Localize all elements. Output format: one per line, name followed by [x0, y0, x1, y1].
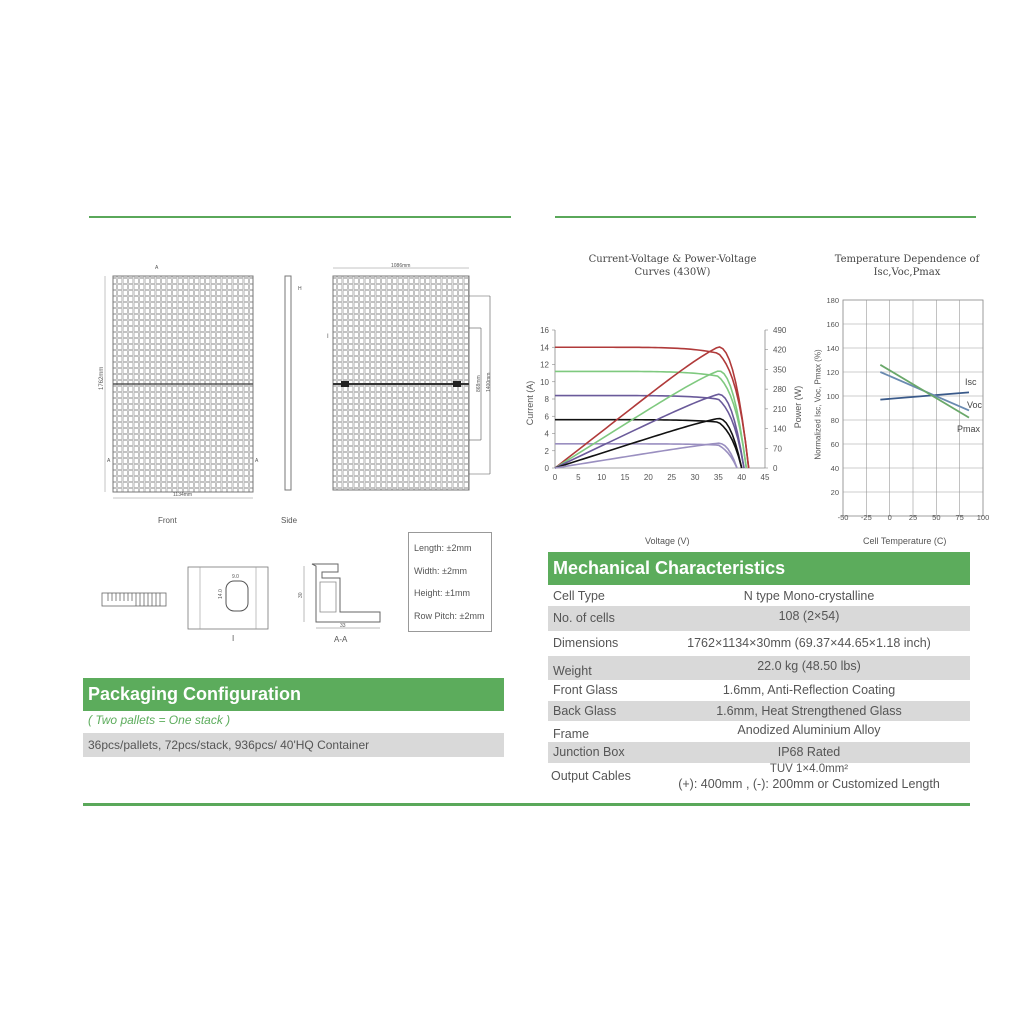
iv-x-tick-label: 40	[737, 473, 747, 482]
iv-x-tick-label: 45	[760, 473, 770, 482]
iv-chart-ylabel-left: Current (A)	[525, 380, 535, 426]
mech-row-dimensions	[548, 631, 970, 656]
mech-key: Frame	[553, 727, 590, 741]
marker-a-left: A	[107, 458, 111, 464]
iv-x-tick-label: 35	[713, 473, 723, 482]
module-drawings	[95, 260, 515, 540]
section-label-i: I	[232, 634, 235, 643]
mech-row-junction-box	[548, 742, 970, 763]
frame-dim-w: 33	[340, 623, 346, 629]
marker-a-top: A	[155, 265, 159, 271]
iv-y-tick-label: 8	[544, 395, 549, 404]
iv-x-tick-label: 20	[643, 473, 653, 482]
tolerance-width: Width: ±2mm	[414, 566, 467, 576]
mech-value: 22.0 kg (48.50 lbs)	[757, 659, 861, 673]
mech-key: Back Glass	[553, 704, 617, 718]
temp-x-tick-label: -50	[837, 513, 849, 522]
temp-y-tick-label: 60	[830, 440, 839, 449]
temp-x-tick-label: 25	[908, 513, 918, 522]
iv-y2-tick-label: 0	[773, 464, 778, 473]
front-width-dim: 1134mm	[173, 492, 193, 498]
section-marker-i-top: I	[327, 334, 329, 340]
iv-x-tick-label: 5	[576, 473, 581, 482]
marker-h: H	[298, 286, 302, 292]
temp-y-tick-label: 100	[826, 392, 839, 401]
bottom-rule	[83, 803, 970, 806]
mech-value-2: (+): 400mm , (-): 200mm or Customized Length	[678, 777, 940, 791]
mech-value: N type Mono-crystalline	[743, 589, 875, 603]
back-top-dim: 1086mm	[391, 263, 411, 269]
iv-y2-tick-label: 350	[773, 365, 787, 375]
temp-chart-ylabel: Normalized Isc, Voc, Pmax (%)	[813, 349, 823, 460]
mech-value: 1762×1134×30mm (69.37×44.65×1.18 inch)	[687, 636, 931, 650]
temp-x-tick-label: 50	[932, 513, 941, 522]
frame-dim-h: 30	[298, 592, 304, 598]
iv-x-tick-label: 30	[690, 473, 700, 482]
temp-x-tick-label: 0	[887, 513, 892, 522]
temp-y-tick-label: 180	[826, 296, 839, 305]
mech-key: Front Glass	[553, 683, 618, 697]
mech-row-cell-type	[548, 586, 970, 606]
iv-y2-tick-label: 70	[773, 444, 782, 454]
mech-key: Cell Type	[553, 589, 605, 603]
mech-value: 108 (2×54)	[778, 609, 840, 623]
temp-y-tick-label: 120	[826, 368, 839, 377]
iv-y-tick-label: 12	[540, 360, 549, 370]
temp-series-label-pmax: Pmax	[957, 424, 981, 434]
detail-i-drawing	[186, 565, 272, 647]
temp-x-tick-label: 100	[976, 513, 990, 522]
tolerance-length: Length: ±2mm	[414, 543, 472, 553]
iv-x-tick-label: 25	[667, 473, 677, 482]
mech-key: No. of cells	[553, 611, 615, 625]
side-view-drawing	[285, 276, 302, 490]
temp-series-pmax	[880, 365, 969, 418]
mech-row-cells	[548, 606, 970, 631]
iv-x-tick-label: 0	[552, 473, 558, 482]
temp-chart-xlabel: Cell Temperature (C)	[863, 536, 947, 546]
marker-a-right: A	[255, 458, 259, 464]
iv-y-tick-label: 6	[544, 412, 549, 422]
temp-series-label-isc: Isc	[965, 377, 977, 387]
mech-key: Weight	[553, 664, 592, 678]
temp-chart	[815, 290, 995, 530]
mech-key: Junction Box	[553, 745, 625, 759]
iv-series-iv-2	[555, 396, 744, 468]
iv-y2-tick-label: 210	[773, 404, 787, 414]
iv-y2-tick-label: 140	[773, 424, 787, 434]
back-dim-1: 868mm	[476, 375, 482, 392]
iv-y2-tick-label: 420	[773, 345, 787, 355]
frame-section-drawing	[292, 556, 388, 648]
iv-chart-title-1: Current-Voltage & Power-Voltage	[588, 254, 757, 265]
junction-box-drawing	[100, 590, 170, 610]
temp-x-tick-label: -25	[860, 513, 872, 522]
iv-x-tick-label: 15	[620, 473, 630, 482]
temp-x-tick-label: 75	[955, 513, 964, 522]
mech-key: Output Cables	[551, 769, 631, 783]
packaging-note: ( Two pallets = One stack )	[88, 713, 231, 727]
iv-y-tick-label: 10	[540, 377, 549, 387]
mech-row-frame	[548, 721, 970, 742]
mechanical-title: Mechanical Characteristics	[548, 552, 970, 585]
temp-y-tick-label: 20	[830, 488, 839, 497]
mech-row-output-cables	[548, 763, 970, 795]
back-view-drawing	[327, 263, 492, 490]
left-top-rule	[89, 216, 511, 218]
iv-chart-title-2: Curves (430W)	[634, 267, 711, 278]
temp-y-tick-label: 160	[826, 320, 839, 329]
tolerance-height: Height: ±1mm	[414, 588, 470, 598]
mech-row-weight	[548, 656, 970, 680]
packaging-details: 36pcs/pallets, 72pcs/stack, 936pcs/ 40'HQ Container	[88, 738, 370, 752]
mech-value: Anodized Aluminium Alloy	[737, 723, 881, 737]
right-top-rule	[555, 216, 976, 218]
iv-chart-xlabel: Voltage (V)	[645, 536, 690, 546]
mech-row-front-glass	[548, 680, 970, 700]
front-view-drawing	[99, 265, 259, 498]
iv-x-tick-label: 10	[597, 473, 607, 482]
mech-value: 1.6mm, Heat Strengthened Glass	[716, 704, 902, 718]
section-label-aa: A-A	[334, 635, 348, 644]
iv-chart	[525, 320, 810, 492]
side-label: Side	[281, 516, 298, 525]
tolerance-row-pitch: Row Pitch: ±2mm	[414, 611, 485, 621]
iv-y-tick-label: 4	[544, 429, 549, 439]
iv-y2-tick-label: 490	[773, 326, 787, 335]
iv-y-tick-label: 16	[540, 326, 549, 335]
temp-series-label-voc: Voc	[967, 400, 983, 410]
mech-value: 1.6mm, Anti-Reflection Coating	[722, 683, 896, 697]
iv-chart-ylabel-right: Power (W)	[793, 385, 803, 429]
front-label: Front	[158, 516, 177, 525]
temp-chart-title-1: Temperature Dependence of	[834, 254, 980, 265]
back-dim-2: 1400mm	[486, 372, 492, 392]
detail-dim-2: 14.0	[218, 589, 224, 599]
iv-y-tick-label: 0	[544, 464, 549, 473]
mech-value: TUV 1×4.0mm²	[769, 763, 849, 775]
mech-row-back-glass	[548, 701, 970, 721]
temp-y-tick-label: 80	[830, 416, 839, 425]
iv-y-tick-label: 14	[540, 343, 549, 353]
detail-dim-1: 9.0	[232, 574, 239, 580]
mech-value: IP68 Rated	[777, 745, 841, 759]
temp-chart-title-2: Isc,Voc,Pmax	[873, 267, 941, 278]
iv-y-tick-label: 2	[544, 446, 549, 456]
temp-y-tick-label: 40	[830, 464, 839, 473]
front-height-dim: 1762mm	[99, 366, 105, 390]
mech-key: Dimensions	[553, 636, 619, 650]
iv-y2-tick-label: 280	[773, 385, 787, 395]
iv-series-pv-7	[555, 394, 744, 468]
packaging-title: Packaging Configuration	[83, 678, 504, 711]
temp-y-tick-label: 140	[826, 344, 839, 353]
